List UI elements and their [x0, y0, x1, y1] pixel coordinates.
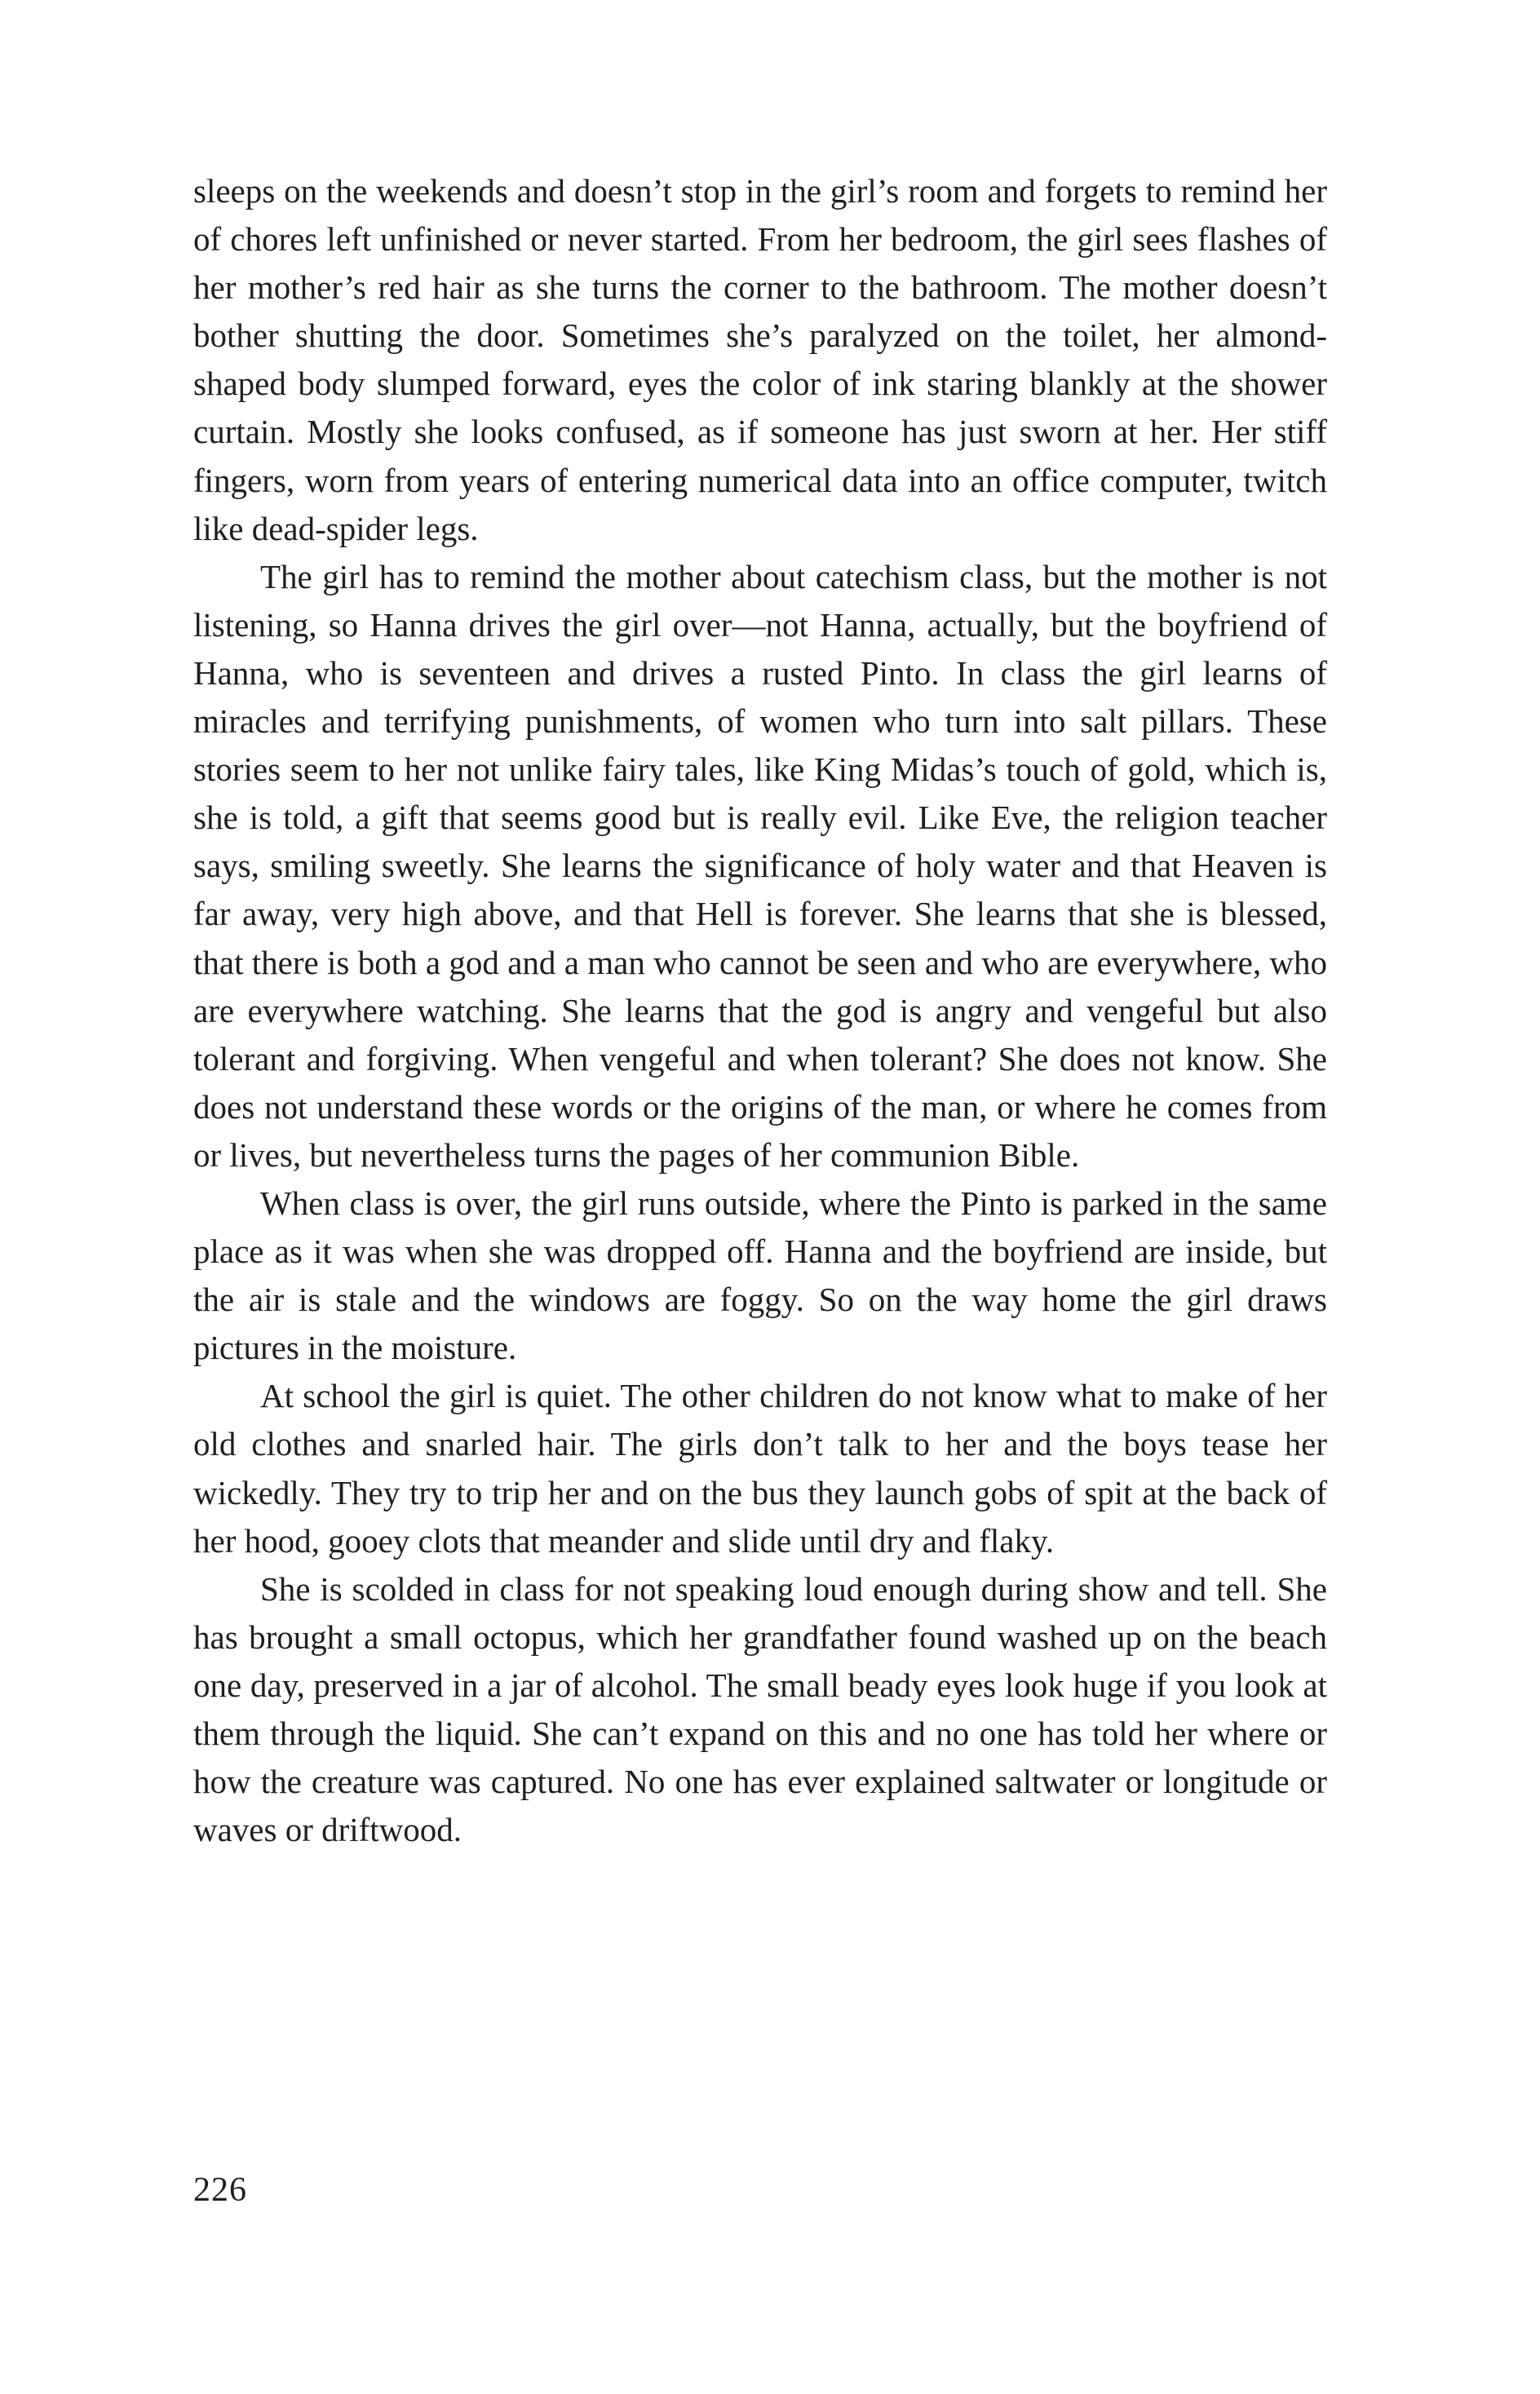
page-number: 226	[193, 2171, 247, 2209]
body-text	[193, 167, 1327, 1854]
paragraph-2: The girl has to remind the mother about catechism class, but the mother is not listening, so Hanna drives the girl over—not Hanna, actually, but the boyfriend of Hanna, who is seventeen and drives a rusted Pinto. In class the girl learns of miracles and terrifying punishments, of women who turn into salt pillars. These stories seem to her not unlike fairy tales, like King Midas’s touch of gold, which is, she is told, a gift that seems good but is really evil. Like Eve, the religion teacher says, smiling sweetly. She learns the significance of holy water and that Heaven is far away, very high above, and that Hell is forever. She learns that she is blessed, that there is both a god and a man who cannot be seen and who are everywhere, who are everywhere watching. She learns that the god is angry and vengeful but also tolerant and forgiving. When vengeful and when tolerant? She does not know. She does not understand these words or the origins of the man, or where he comes from or lives, but nevertheless turns the pages of her communion Bible.	[193, 557, 1327, 1174]
paragraph-4: At school the girl is quiet. The other children do not know what to make of her old clothes and snarled hair. The girls don’t talk to her and the boys tease her wickedly. They try to trip her and on the bus they launch gobs of spit at the back of her hood, gooey clots that meander and slide until dry and flaky.	[193, 1377, 1327, 1560]
paragraph-5: She is scolded in class for not speaking loud enough during show and tell. She has brought a small octopus, which her grandfather found washed up on the beach one day, preserved in a jar of alcohol. The small beady eyes look huge if you look at them through the liquid. She can’t expand on this and no one has told her where or how the creature was captured. No one has ever explained saltwater or longitude or waves or driftwood.	[193, 1569, 1327, 1849]
paragraph-1: sleeps on the weekends and doesn’t stop in the girl’s room and forgets to remind her of chores left unfinished or never started. From her bedroom, the girl sees flashes of her mother’s red hair as she turns the corner to the bathroom. The mother doesn’t bother shutting the door. Sometimes she’s paralyzed on the toilet, her almond-shaped body slumped forward, eyes the color of ink staring blankly at the shower curtain. Mostly she looks confused, as if someone has just sworn at her. Her stiff fingers, worn from years of entering numerical data into an office computer, twitch like dead-spider legs.	[193, 172, 1327, 547]
paragraph-3: When class is over, the girl runs outside, where the Pinto is parked in the same place as it was when she was dropped off. Hanna and the boyfriend are inside, but the air is stale and the windows are foggy. So on the way home the girl draws pictures in the moisture.	[193, 1184, 1327, 1367]
